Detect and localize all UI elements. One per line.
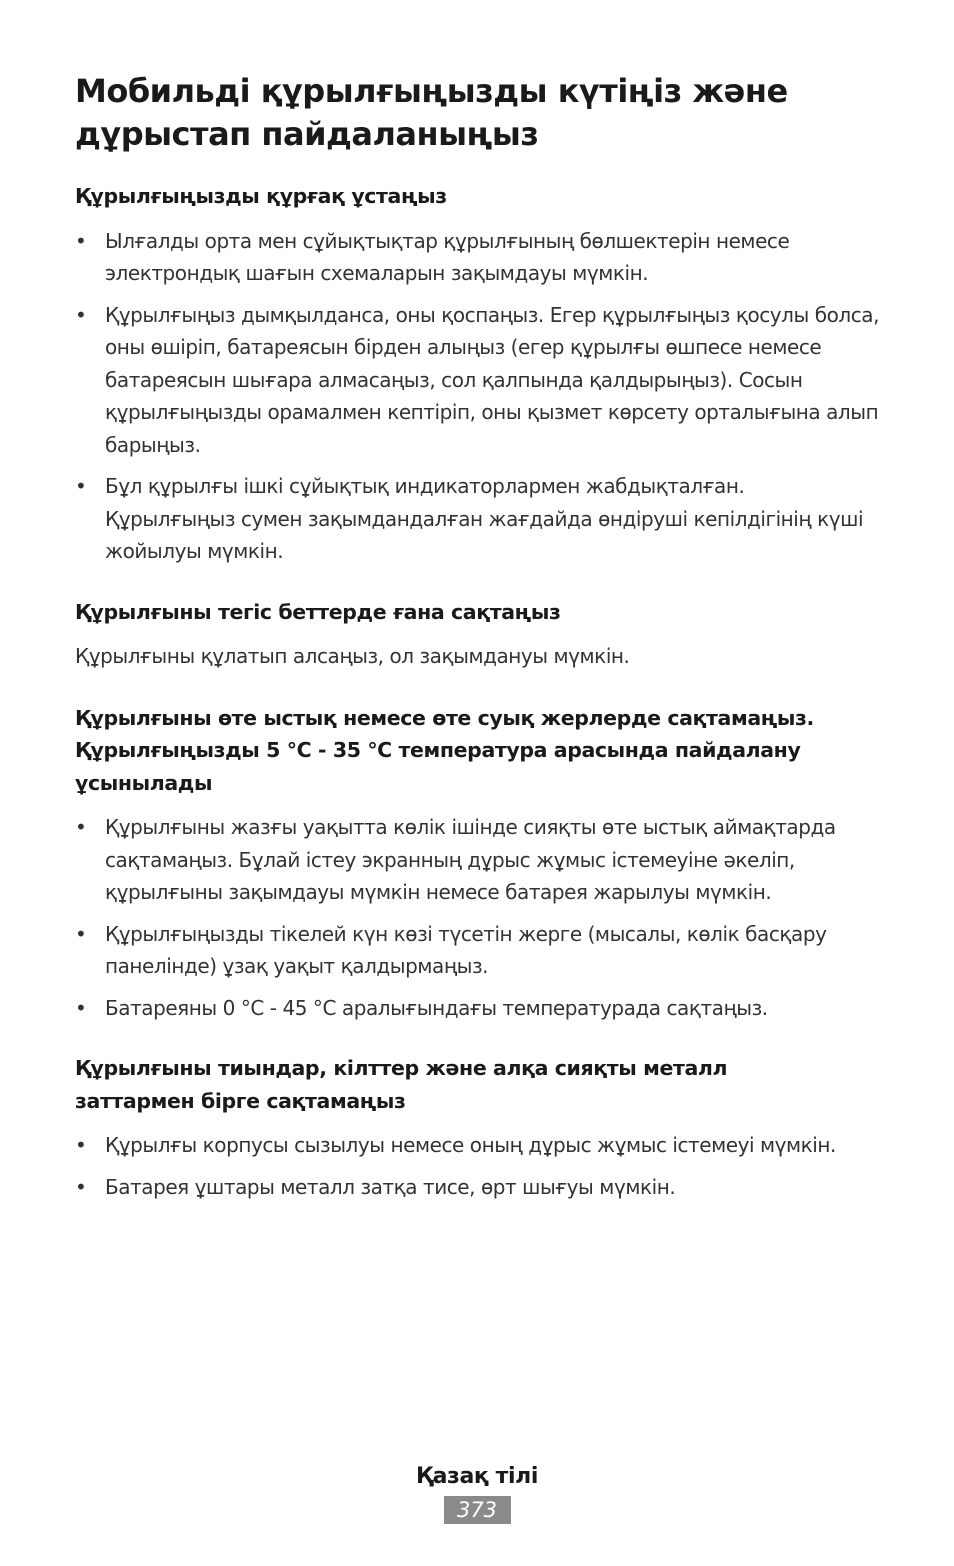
section-temperature — [75, 702, 880, 1025]
list-item — [75, 1129, 880, 1162]
list-item-text: Құрылғыны жазғы уақытта көлік ішінде сияқты өте ыстық аймақтарда сақтамаңыз. Бұлай істеу экранның дұрыс жұмыс істемеуіне әкеліп, құрылғыны зақымдауы мүмкін немесе батарея жарылуы мүмкін. — [105, 815, 836, 904]
bullet-list — [75, 1129, 880, 1203]
section-metal-objects — [75, 1052, 880, 1203]
bullet-list — [75, 225, 880, 568]
section-heading — [75, 1052, 880, 1117]
section-flat-surfaces — [75, 596, 880, 673]
page-number: 373 — [444, 1496, 511, 1524]
section-heading — [75, 702, 880, 800]
bullet-icon: • — [75, 1174, 87, 1199]
list-item-text: Батарея ұштары металл затқа тисе, өрт шығуы мүмкін. — [105, 1174, 676, 1199]
list-item — [75, 1171, 880, 1204]
section-keep-dry — [75, 180, 880, 568]
list-item — [75, 811, 880, 909]
list-item — [75, 299, 880, 462]
footer-language: Қазақ тілі — [415, 1464, 539, 1489]
section-paragraph: Құрылғыны құлатып алсаңыз, ол зақымдануы мүмкін. — [75, 644, 630, 668]
list-item-text: Құрылғыңыз дымқылданса, оны қоспаңыз. Егер құрылғыңыз қосулы болса, оны өшіріп, батареясын бірден алыңыз (егер құрылғы өшпесе немесе батареясын шығара алмасаңыз, сол қалпында қалдырыңыз). Сосын құрылғыңызды орамалмен кептіріп, оны қызмет көрсету орталығына алып барыңыз. — [105, 302, 880, 457]
list-item — [75, 470, 880, 568]
list-item — [75, 992, 880, 1025]
section-heading — [75, 596, 880, 629]
document-page — [75, 70, 880, 1231]
bullet-icon: • — [75, 1133, 87, 1157]
section-heading-line: Құрылғыңызды құрғақ ұстаңыз — [75, 184, 447, 208]
list-item-text: Құрылғыңызды тікелей күн көзі түсетін жерге (мысалы, көлік басқару панелінде) ұзақ уақыт қалдырмаңыз. — [105, 921, 827, 978]
section-heading-line: Құрылғыны тегіс беттерде ғана сақтаңыз — [75, 599, 561, 624]
page-title — [75, 70, 880, 156]
section-heading — [75, 180, 880, 213]
bullet-icon: • — [75, 228, 87, 253]
bullet-list — [75, 811, 880, 1024]
page-footer — [0, 1462, 954, 1524]
bullet-icon: • — [75, 474, 87, 498]
section-heading-line: Құрылғыңызды 5 °C - 35 °C температура арасында пайдалану — [75, 738, 801, 762]
list-item-text: Бұл құрылғы ішкі сұйықтық индикаторлармен жабдықталған. Құрылғыңыз сумен зақымдандалған жағдайда өндіруші кепілдігінің күші жойылуы мүмкін. — [105, 474, 864, 563]
list-item — [75, 918, 880, 983]
list-item-text: Ылғалды орта мен сұйықтықтар құрылғының бөлшектерін немесе электрондық шағын схемаларын зақымдауы мүмкін. — [105, 228, 790, 285]
section-heading-line: Құрылғыны өте ыстық немесе өте суық жерлерде сақтамаңыз. — [75, 705, 814, 730]
list-item-text: Құрылғы корпусы сызылуы немесе оның дұрыс жұмыс істемеуі мүмкін. — [105, 1133, 836, 1157]
bullet-icon: • — [75, 302, 87, 327]
bullet-icon: • — [75, 995, 87, 1020]
page-title-line: дұрыстап пайдаланыңыз — [75, 115, 539, 153]
section-heading-line: заттармен бірге сақтамаңыз — [75, 1088, 406, 1113]
section-heading-line: Құрылғыны тиындар, кілттер және алқа сияқты металл — [75, 1056, 728, 1080]
list-item-text: Батареяны 0 °C - 45 °C аралығындағы температурада сақтаңыз. — [105, 995, 768, 1020]
bullet-icon: • — [75, 815, 87, 839]
page-title-line: Мобильді құрылғыңызды күтіңіз және — [75, 72, 788, 110]
list-item — [75, 225, 880, 290]
section-heading-line: ұсынылады — [75, 770, 213, 795]
bullet-icon: • — [75, 921, 87, 946]
